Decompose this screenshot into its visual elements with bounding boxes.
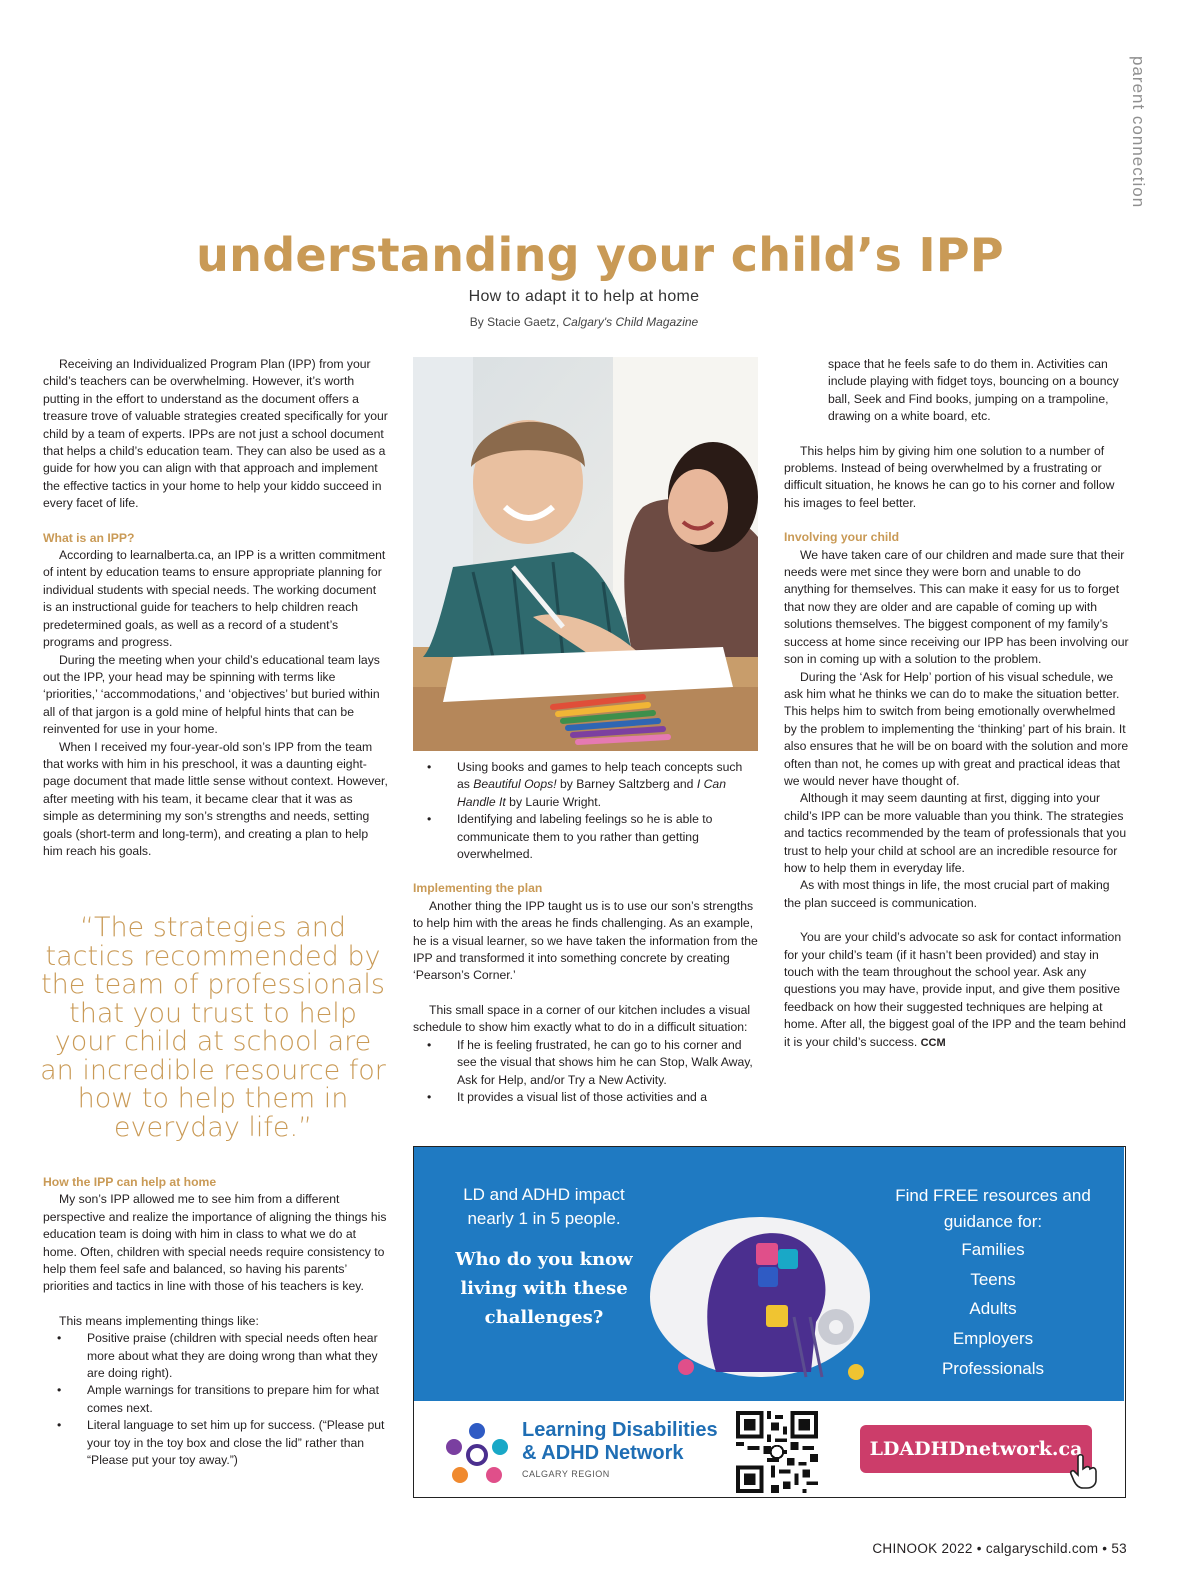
audience-list [880,1235,1106,1384]
heading-involving-child: Involving your child [784,530,900,545]
byline-author: By Stacie Gaetz, [469,315,563,329]
book-title: I Can Handle It [457,777,726,809]
article-photo [413,357,758,751]
paragraph: When I received my four-year-old son’s IPP from the team that works with him in his preschool, it was a daunting eight-page document that made little sense without context. However, after meeting with his team, it became clear that it was as simple as determining my son’s strengths and needs, setting goals (short-term and long-term), and creating a plan to help him reach his goals. [43,739,388,858]
list-text: by Laurie Wright. [505,794,602,809]
qr-code-icon[interactable] [736,1411,818,1493]
ad-resources-heading: Find FREE resources and guidance for: [895,1186,1091,1231]
column-1-lower [43,1174,388,1470]
audience-item: Teens [970,1269,1016,1289]
audience-item: Professionals [941,1358,1045,1378]
heading-implementing-plan: Implementing the plan [413,881,543,896]
network-logo-icon [442,1419,512,1489]
paragraph: As with most things in life, the most crucial part of making the plan succeed is communication. [784,878,1110,910]
ad-left-text [454,1183,634,1332]
article-subtitle: How to adapt it to help at home [468,288,700,305]
final-paragraph [784,929,1129,1052]
paragraph: Another thing the IPP taught us is to use our son’s strengths to help him with the areas he finds challenging. As an example, he is a visual learner, so we have taken the information from the IPP and transformed it into something concrete by creating ‘Pearson’s Corner.’ [413,898,758,983]
list-item: • Positive praise (children with special needs often hear more about what they are doing wrong than what they are doing right). [43,1330,388,1382]
paragraph: My son’s IPP allowed me to see him from a different perspective and realize the importance of aligning the things his education team is doing with him in class to what we do at home. Often, children with special needs require consistency to help them feel safe and balanced, so having his parents’ priorities and tactics in line with those of his teachers is key. [43,1192,387,1294]
final-text: You are your child’s advocate so ask for contact information for your child’s team (if it hasn’t been provided) and stay in touch with the team throughout the school year. Ask any questions you may have, provide input, and give them positive feedback on how their suggested techniques are helping at home. After all, the biggest goal of the IPP and the team behind it is your child’s success. [784,930,1126,1049]
ad-right-text [880,1183,1106,1384]
list-item: • It provides a visual list of those activities and a [413,1089,758,1106]
list-item: • If he is feeling frustrated, he can go to his corner and see the visual that shows him he can Stop, Walk Away, Ask for Help, and/or Try a New Activity. [413,1037,758,1089]
list-item: • Ample warnings for transitions to prepare him for what comes next. [43,1382,388,1417]
org-name [522,1419,718,1465]
section-tag: parent connection [1129,56,1148,209]
paragraph: This small space in a corner of our kitchen includes a visual schedule to show him exactly what to do in a difficult situation: [413,1002,751,1035]
list-item: • Identifying and labeling feelings so he is able to communicate them to you rather than getting overwhelmed. [413,811,758,863]
list-text: by Barney Saltzberg and [556,777,697,792]
photo-boy-and-mother-drawing [413,357,758,751]
heading-what-is-ipp: What is an IPP? [43,530,135,545]
org-region: CALGARY REGION [522,1469,610,1479]
paragraph: During the ‘Ask for Help’ portion of his visual schedule, we ask him what he thinks we can do to make the situation better. This helps him to switch from being emotionally overwhelmed by the problem to implementing the ‘thinking’ part of his brain. It also ensures that he will be on board with the solution and more often than not, he comes up with great and practical ideas that we would never have thought of. [784,669,1129,788]
ad-stat: LD and ADHD impact nearly 1 in 5 people. [463,1185,625,1228]
paragraph: This helps him by giving him one solution to a number of problems. Instead of being overwhelmed by a frustrating or difficult situation, he knows he can go to his corner and follow his images to feel better. [784,443,1115,510]
pull-quote: “The strategies and tactics recommended by the team of professionals that you trust to help your child at school are an incredible resource for how to help them in everyday life.” [40,912,386,1143]
list-text: Using books and games to help teach concepts such as [457,760,743,792]
advertisement [413,1146,1126,1498]
audience-item: Adults [969,1299,1017,1319]
ad-footer [414,1401,1124,1497]
book-title: Beautiful Oops! [473,777,557,792]
website-button[interactable]: LDADHDnetwork.ca [860,1425,1092,1473]
byline [0,315,1168,329]
byline-publication: Calgary's Child Magazine [562,315,699,329]
corner-list [413,1037,758,1107]
intro-paragraph: Receiving an Individualized Program Plan (IPP) from your child’s teachers can be overwhelming. However, it’s worth putting in the effort to understand as the document offers a treasure trove of valuable strategies created specifically for your child by a team of experts. IPPs are not just a school document that helps a child’s education team. They can also be used as a guide for how you can align with that approach and implement the effective tactics in your home to help your kiddo succeed in every facet of life. [43,357,388,511]
signoff: CCM [920,1036,946,1049]
list-continuation: space that he feels safe to do them in. Activities can include playing with fidget toys, bouncing on a bouncy ball, Seek and Find books, jumping on a trampoline, drawing on a white board, etc. [828,357,1119,424]
paragraph: This means implementing things like: [59,1313,259,1328]
column-3 [784,356,1129,1052]
list-item: • Literal language to set him up for success. (“Please put your toy in the toy box and close the lid” rather than “Please put your toy away.”) [43,1417,388,1469]
paragraph: Although it may seem daunting at first, digging into your child’s IPP can be more valuable than you think. The strategies and tactics recommended by the team of professionals that you trust to help your child at school are an incredible resource for how to help them in everyday life. [784,791,1127,875]
list-item [413,759,758,811]
concepts-list [413,759,758,863]
article-title: understanding your child’s IPP [196,228,1004,282]
brain-puzzle-illustration [646,1187,874,1387]
heading-how-ipp-helps: How the IPP can help at home [43,1175,217,1189]
ad-banner [414,1147,1124,1401]
column-2 [413,759,758,1106]
org-name-line2: & ADHD Network [522,1442,684,1464]
paragraph: According to learnalberta.ca, an IPP is a written commitment of intent by education teams to ensure appropriate planning for individual students with special needs. The working document is an instructional guide for teachers to help children reach predetermined goals, as well as a record of a student’s programs and progress. [43,548,386,650]
paragraph: During the meeting when your child’s educational team lays out the IPP, your head may be spinning with terms like ‘priorities,’ ‘accommodations,’ and ‘objectives’ but buried within all of that jargon is a gold mine of helpful hints that can be reinvented for use in your home. [43,652,380,737]
ad-question: Who do you know living with these challenges? [455,1249,633,1328]
implementation-list [43,1330,388,1469]
paragraph: We have taken care of our children and made sure that their needs were met since they were born and unable to do anything for themselves. This can make it easy for us to forget that now they are older and are capable of coming up with solutions themselves. The biggest component of my family’s success at home since receiving our IPP has been involving our son in coming up with a solution to the problem. [784,547,1129,667]
org-name-line1: Learning Disabilities [522,1419,718,1441]
audience-item: Families [961,1240,1025,1259]
audience-item: Employers [952,1329,1034,1349]
column-1 [43,356,388,860]
pointer-hand-icon [1068,1453,1100,1489]
page-footer: CHINOOK 2022 • calgaryschild.com • 53 [872,1541,1127,1556]
